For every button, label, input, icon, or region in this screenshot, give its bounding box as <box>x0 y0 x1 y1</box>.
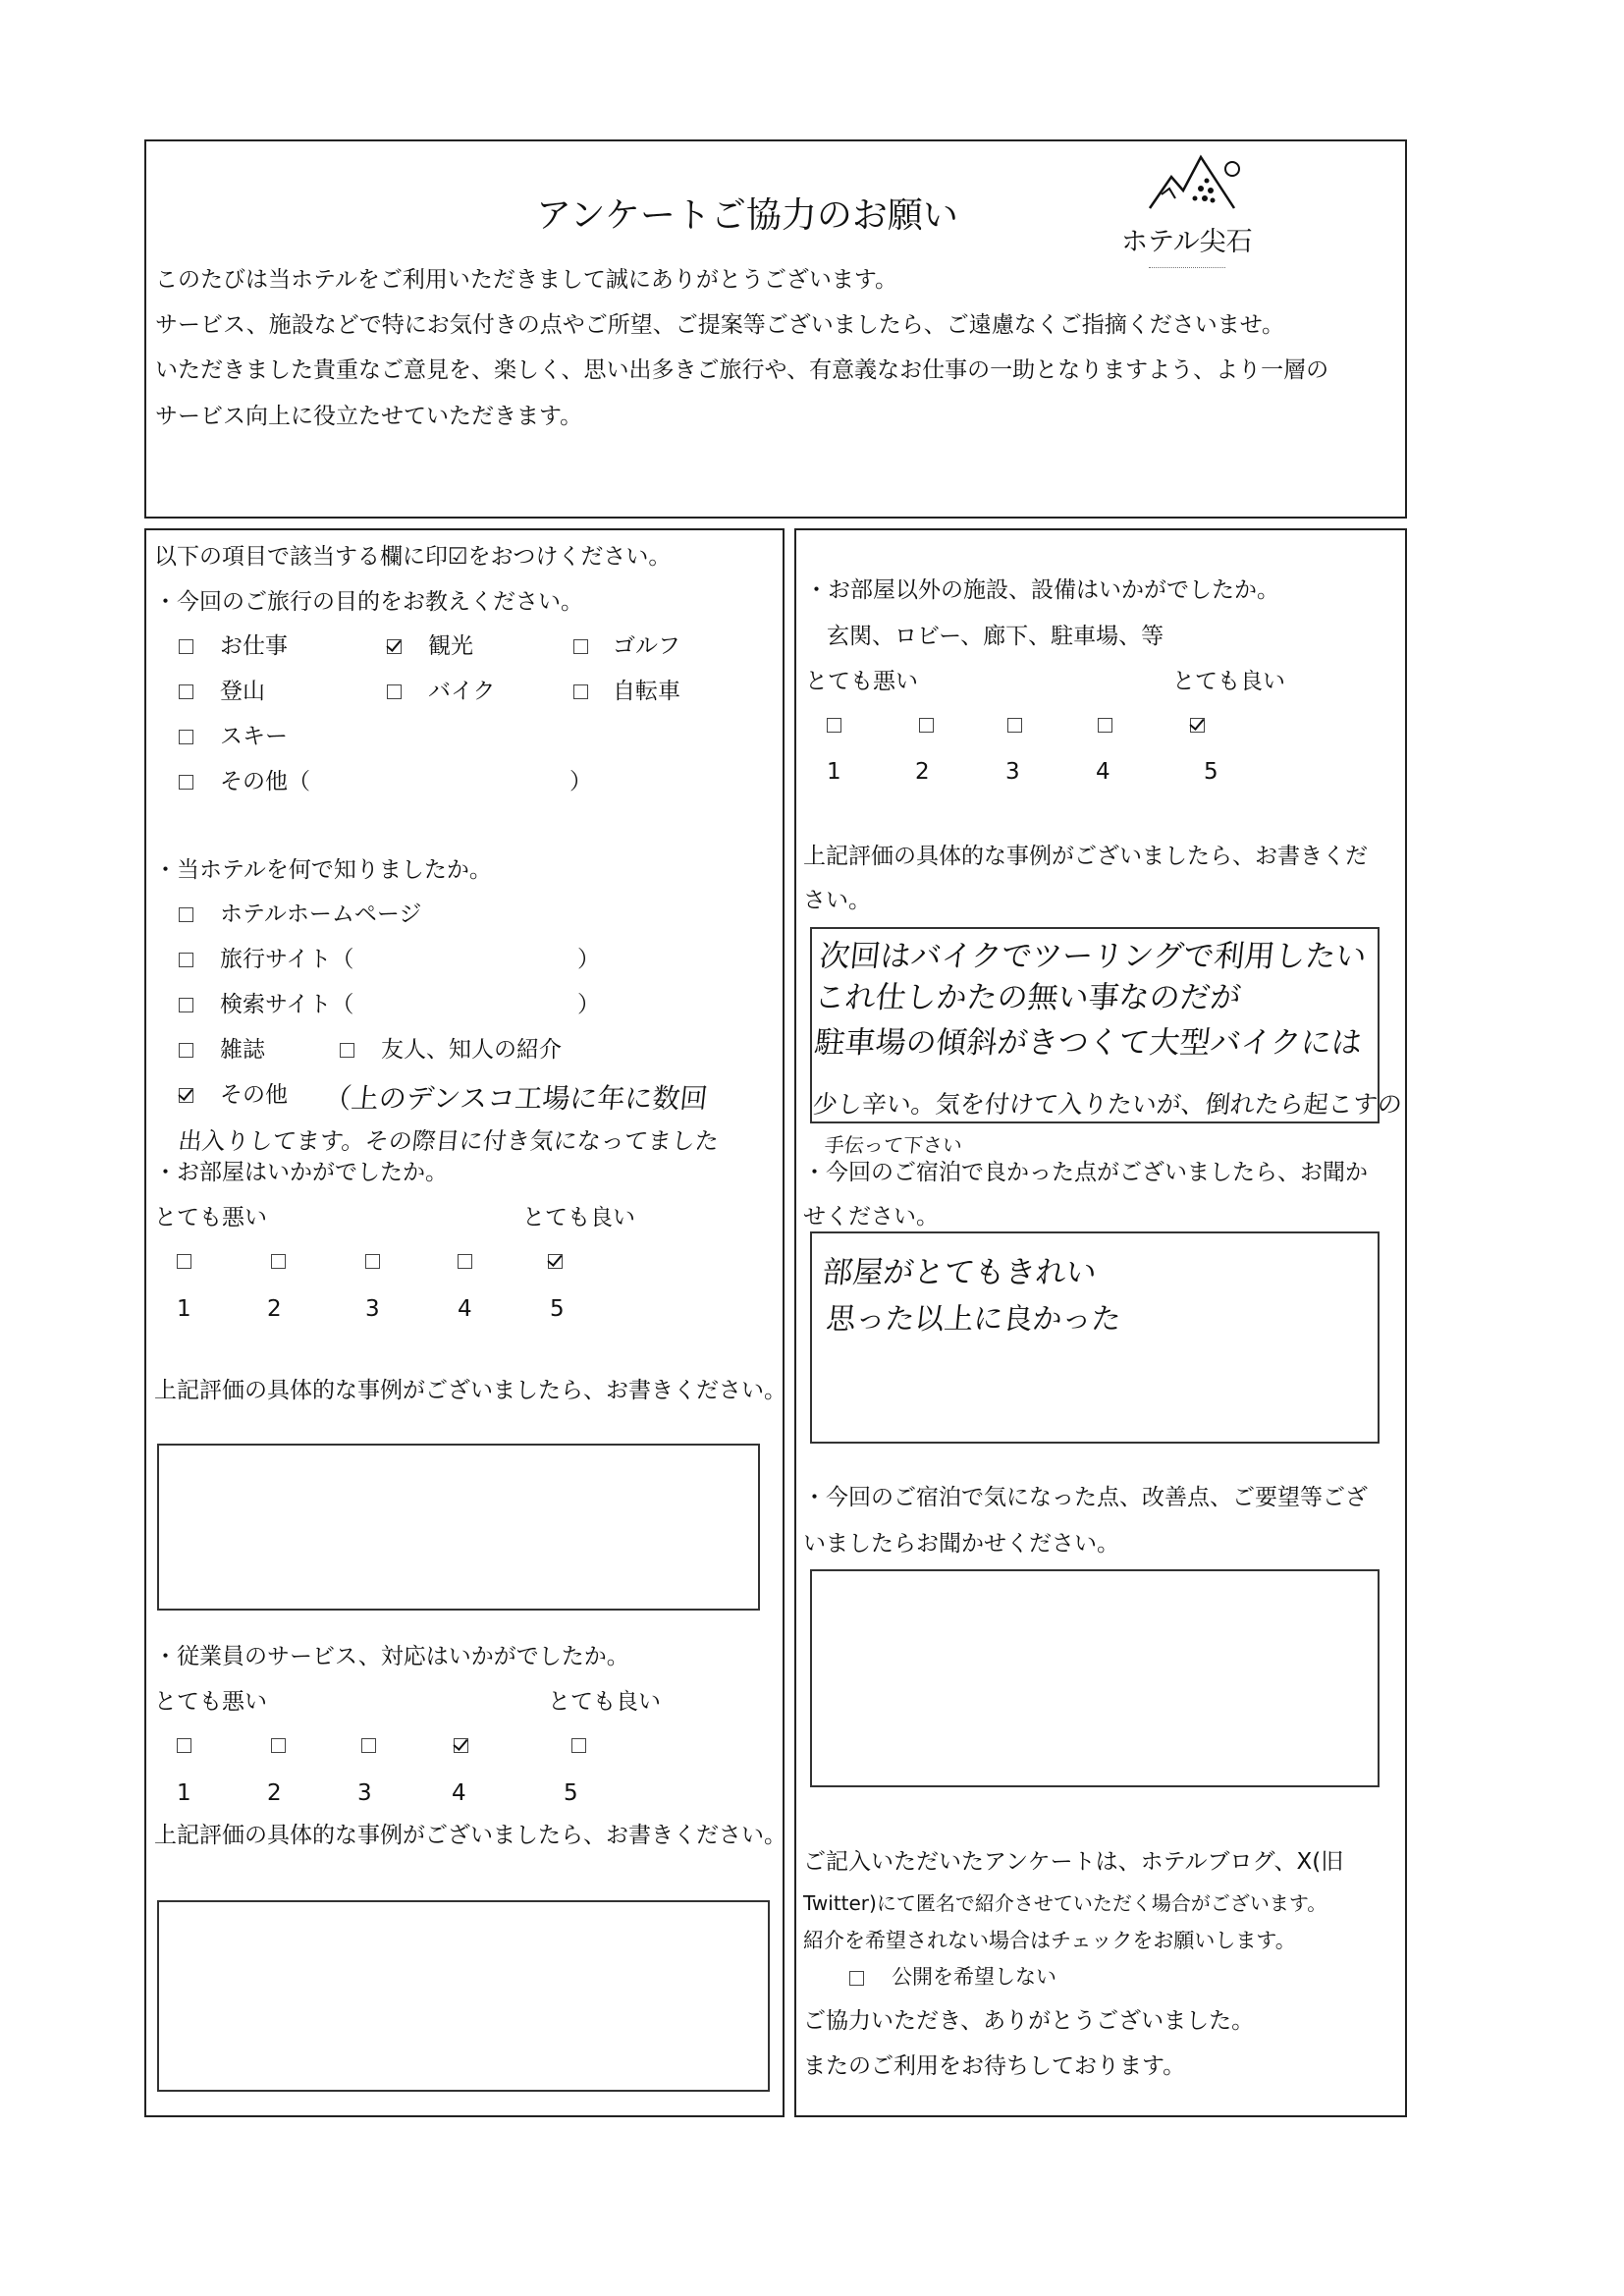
purpose-checkbox-work[interactable] <box>179 639 193 654</box>
facilities-rating-5-checkbox[interactable] <box>1190 718 1205 733</box>
source-travel-site-close: ） <box>577 947 600 972</box>
purpose-checkbox-motorcycle[interactable] <box>387 684 402 699</box>
facilities-rating-1-checkbox[interactable] <box>827 718 841 733</box>
facilities-handwriting-1: 次回はバイクでツーリングで利用したい <box>817 939 1369 974</box>
purpose-checkbox-ski[interactable] <box>179 730 193 744</box>
purpose-label-sightseeing: 観光 <box>428 633 473 659</box>
room-high-label: とても良い <box>522 1205 635 1230</box>
staff-low-label: とても悪い <box>154 1689 267 1715</box>
concerns-question-1: ・今回のご宿泊で気になった点、改善点、ご要望等ござ <box>803 1485 1368 1510</box>
room-rating-3-checkbox[interactable] <box>365 1254 380 1269</box>
room-comment-prompt: 上記評価の具体的な事例がございましたら、お書きください。 <box>154 1378 786 1403</box>
logo-subline <box>1149 267 1225 268</box>
good-points-handwriting-1: 部屋がとてもきれい <box>820 1255 1099 1290</box>
footer-closing: またのご利用をお待ちしております。 <box>803 2053 1186 2079</box>
purpose-checkbox-other[interactable] <box>179 775 193 790</box>
source-other-handwriting-2: 出入りしてます。その際目に付き気になってました <box>177 1127 721 1155</box>
room-scale-4: 4 <box>458 1296 472 1322</box>
facilities-examples: 玄関、ロビー、廊下、駐車場、等 <box>827 624 1164 649</box>
facilities-low-label: とても悪い <box>805 669 918 694</box>
facilities-handwriting-3: 駐車場の傾斜がきつくて大型バイクには <box>812 1025 1364 1061</box>
room-comment-box[interactable] <box>157 1444 760 1611</box>
source-label-friend: 友人、知人の紹介 <box>381 1037 562 1063</box>
source-label-homepage: ホテルホームページ <box>220 902 422 927</box>
facilities-scale-1: 1 <box>827 759 841 785</box>
purpose-checkbox-golf[interactable] <box>573 639 588 654</box>
footer-line-2: Twitter)にて匿名で紹介させていただく場合がございます。 <box>803 1891 1327 1915</box>
source-label-search-site: 検索サイト（ <box>220 992 354 1017</box>
opt-out-label: 公開を希望しない <box>892 1965 1056 1989</box>
intro-line-3: いただきました貴重なご意見を、楽しく、思い出多きご旅行や、有意義なお仕事の一助となりますよう、より一層の <box>155 357 1329 383</box>
room-rating-1-checkbox[interactable] <box>177 1254 191 1269</box>
room-scale-1: 1 <box>177 1296 191 1322</box>
room-rating-2-checkbox[interactable] <box>271 1254 286 1269</box>
staff-question: ・従業員のサービス、対応はいかがでしたか。 <box>154 1644 629 1669</box>
instruction-text: 以下の項目で該当する欄に印☑をおつけください。 <box>154 544 672 570</box>
room-low-label: とても悪い <box>154 1205 267 1230</box>
staff-scale-2: 2 <box>267 1780 282 1806</box>
intro-line-1: このたびは当ホテルをご利用いただきまして誠にありがとうございます。 <box>155 267 898 293</box>
hotel-logo-text: ホテル尖石 <box>1121 227 1253 257</box>
source-checkbox-friend[interactable] <box>340 1043 354 1058</box>
good-points-question-2: せください。 <box>803 1204 939 1230</box>
staff-high-label: とても良い <box>548 1689 661 1715</box>
footer-line-1: ご記入いただいたアンケートは、ホテルブログ、X(旧 <box>803 1849 1344 1875</box>
room-scale-2: 2 <box>267 1296 282 1322</box>
facilities-question: ・お部屋以外の施設、設備はいかがでしたか。 <box>805 577 1279 603</box>
staff-scale-1: 1 <box>177 1780 191 1806</box>
staff-rating-5-checkbox[interactable] <box>571 1738 586 1753</box>
facilities-high-label: とても良い <box>1172 669 1285 694</box>
purpose-checkbox-sightseeing[interactable] <box>387 639 402 654</box>
staff-comment-prompt: 上記評価の具体的な事例がございましたら、お書きください。 <box>154 1823 786 1848</box>
source-checkbox-magazine[interactable] <box>179 1043 193 1058</box>
hotel-logo-mountain-icon <box>1144 149 1252 223</box>
staff-scale-5: 5 <box>564 1780 578 1806</box>
opt-out-checkbox[interactable] <box>849 1971 864 1986</box>
facilities-rating-2-checkbox[interactable] <box>919 718 934 733</box>
facilities-comment-prompt-2: さい。 <box>803 888 871 913</box>
purpose-question: ・今回のご旅行の目的をお教えください。 <box>154 589 583 615</box>
facilities-handwriting-4: 少し辛い。気を付けて入りたいが、倒れたら起こすの <box>811 1090 1404 1119</box>
good-points-question-1: ・今回のご宿泊で良かった点がございましたら、お聞か <box>803 1160 1368 1185</box>
source-label-travel-site: 旅行サイト（ <box>220 947 354 972</box>
purpose-label-climbing: 登山 <box>220 679 265 704</box>
purpose-label-work: お仕事 <box>220 633 288 659</box>
room-scale-5: 5 <box>550 1296 565 1322</box>
facilities-rating-3-checkbox[interactable] <box>1007 718 1022 733</box>
staff-rating-4-checkbox[interactable] <box>454 1738 468 1753</box>
source-label-other: その他 <box>220 1082 288 1108</box>
purpose-label-golf: ゴルフ <box>613 633 680 659</box>
facilities-handwriting-5: 手伝って下さい <box>823 1133 964 1157</box>
staff-rating-2-checkbox[interactable] <box>271 1738 286 1753</box>
room-scale-3: 3 <box>365 1296 380 1322</box>
facilities-scale-4: 4 <box>1096 759 1110 785</box>
staff-rating-1-checkbox[interactable] <box>177 1738 191 1753</box>
footer-thanks: ご協力いただき、ありがとうございました。 <box>803 2008 1255 2034</box>
source-label-magazine: 雑誌 <box>220 1037 265 1063</box>
intro-line-4: サービス向上に役立たせていただきます。 <box>155 404 583 429</box>
staff-scale-4: 4 <box>452 1780 466 1806</box>
source-checkbox-other[interactable] <box>179 1088 193 1103</box>
facilities-rating-4-checkbox[interactable] <box>1098 718 1112 733</box>
source-checkbox-search-site[interactable] <box>179 998 193 1012</box>
purpose-other-close: ） <box>569 769 592 794</box>
facilities-scale-2: 2 <box>915 759 930 785</box>
purpose-checkbox-bicycle[interactable] <box>573 684 588 699</box>
purpose-label-motorcycle: バイク <box>428 679 496 704</box>
room-rating-4-checkbox[interactable] <box>458 1254 472 1269</box>
purpose-checkbox-climbing[interactable] <box>179 684 193 699</box>
source-checkbox-homepage[interactable] <box>179 907 193 922</box>
concerns-question-2: いましたらお聞かせください。 <box>803 1531 1119 1557</box>
source-search-site-close: ） <box>577 992 600 1017</box>
left-column <box>144 528 785 2117</box>
source-other-handwriting-1: （上のデンスコ工場に年に数回 <box>322 1082 710 1115</box>
footer-line-3: 紹介を希望されない場合はチェックをお願いします。 <box>803 1929 1296 1952</box>
source-checkbox-travel-site[interactable] <box>179 953 193 967</box>
staff-comment-box[interactable] <box>157 1900 770 2092</box>
page-title: アンケートご協力のお願い <box>536 195 958 236</box>
staff-scale-3: 3 <box>357 1780 372 1806</box>
purpose-label-other: その他（ <box>220 769 310 794</box>
facilities-comment-prompt-1: 上記評価の具体的な事例がございましたら、お書きくだ <box>803 844 1368 869</box>
purpose-label-bicycle: 自転車 <box>613 679 680 704</box>
facilities-handwriting-2: これ仕しかたの無い事なのだが <box>812 980 1243 1015</box>
purpose-label-ski: スキー <box>220 724 288 749</box>
room-question: ・お部屋はいかがでしたか。 <box>154 1160 448 1185</box>
room-rating-5-checkbox[interactable] <box>548 1254 563 1269</box>
good-points-handwriting-2: 思った以上に良かった <box>824 1302 1123 1337</box>
intro-line-2: サービス、施設などで特にお気付きの点やご所望、ご提案等ございましたら、ご遠慮なくご指摘くださいませ。 <box>155 312 1284 338</box>
concerns-box[interactable] <box>810 1569 1380 1787</box>
source-question: ・当ホテルを何で知りましたか。 <box>154 857 492 883</box>
facilities-scale-5: 5 <box>1204 759 1218 785</box>
facilities-scale-3: 3 <box>1005 759 1020 785</box>
staff-rating-3-checkbox[interactable] <box>361 1738 376 1753</box>
